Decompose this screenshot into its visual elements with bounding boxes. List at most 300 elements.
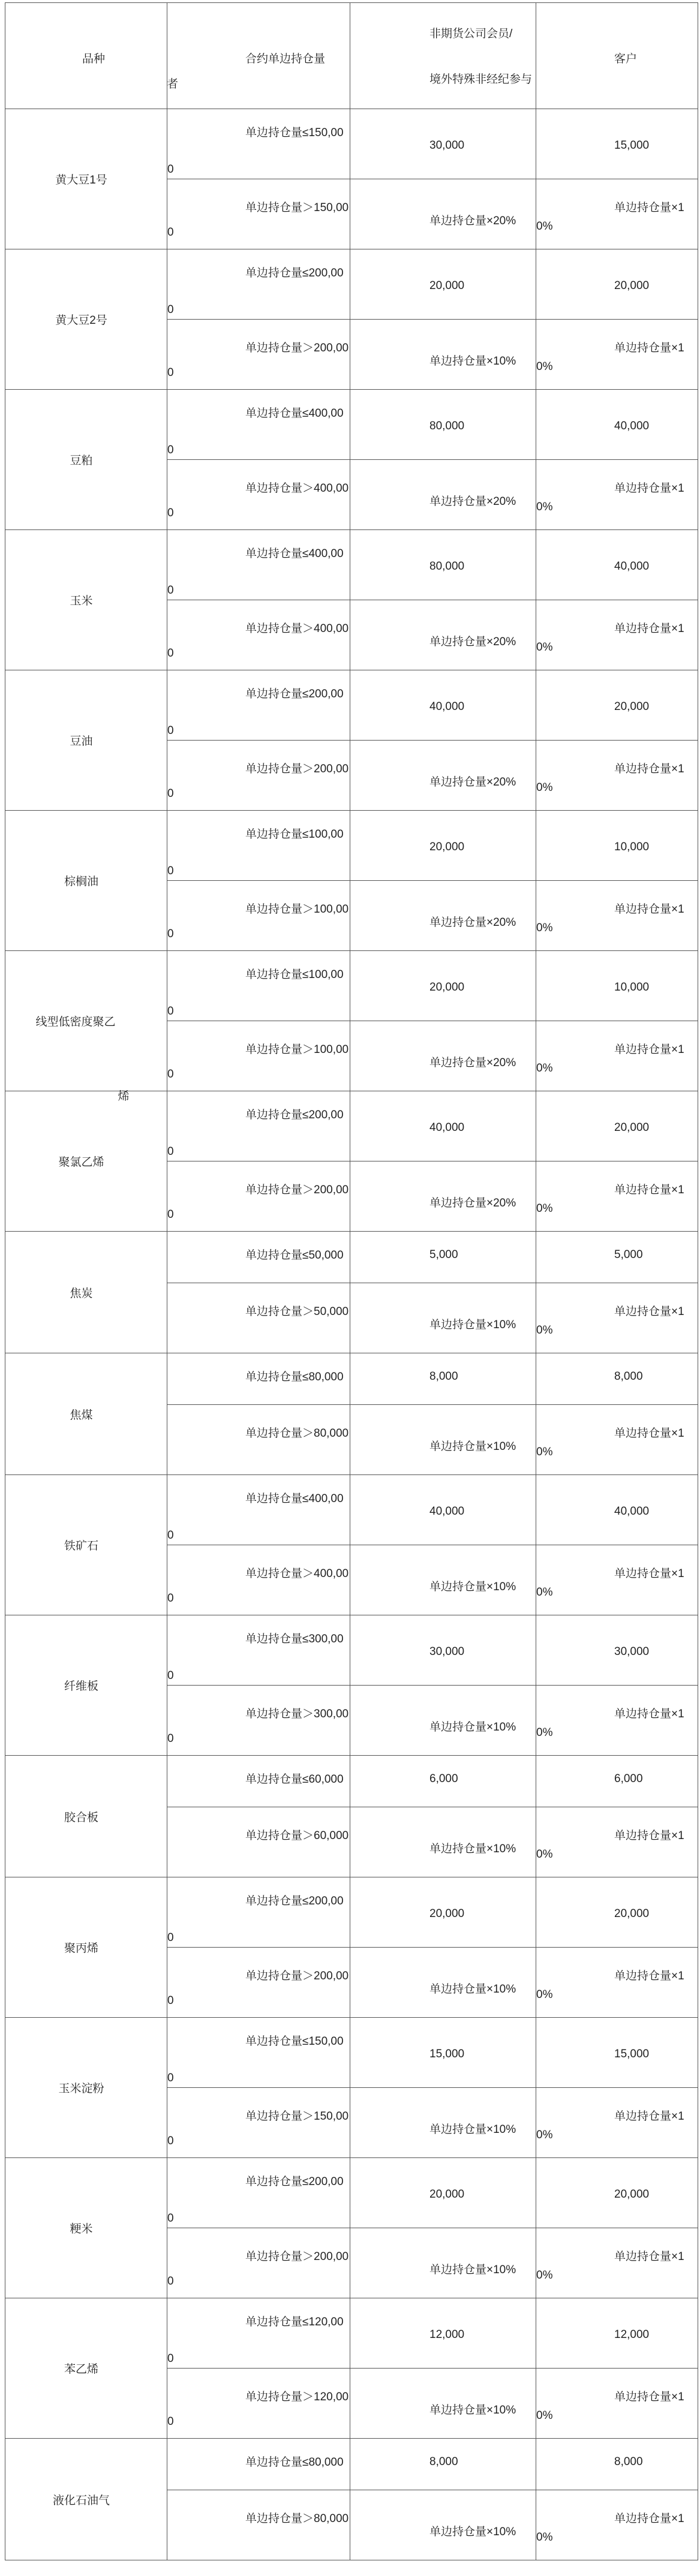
variety-cell — [5, 2158, 167, 2298]
contract-gt-prefix: 单边持仓量＞ — [245, 482, 314, 495]
nonmember-pct-text — [429, 633, 516, 649]
contract-cell-gt — [167, 600, 350, 670]
nonmember-pct-cell — [350, 1405, 536, 1475]
contract-le-threshold-wrap: 0 — [167, 724, 174, 737]
nonmember-pct-text — [429, 492, 516, 508]
nonmember-fixed-value: 40,000 — [429, 1505, 465, 1518]
table-row — [5, 390, 698, 460]
variety-cell — [5, 811, 167, 951]
variety-cell — [5, 249, 167, 390]
contract-gt-threshold-wrap: 0 — [167, 928, 174, 940]
contract-le-text — [245, 1368, 344, 1384]
contract-le-text — [245, 1106, 344, 1122]
variety-cell — [5, 1615, 167, 1756]
contract-gt-threshold: 60,000 — [314, 1829, 349, 1842]
contract-gt-prefix: 单边持仓量＞ — [245, 622, 314, 635]
variety-cell — [5, 1091, 167, 1232]
nonmember-pct-prefix: 单边持仓量× — [429, 1319, 494, 1331]
contract-le-threshold-wrap: 0 — [167, 2212, 174, 2225]
contract-cell-le — [167, 2018, 350, 2088]
client-fixed-value: 15,000 — [614, 139, 650, 152]
client-pct-wrap: 0% — [536, 220, 553, 233]
contract-le-threshold: 60,000 — [308, 1773, 344, 1786]
contract-gt-threshold: 200,00 — [314, 342, 349, 354]
contract-le-text — [245, 124, 344, 140]
client-fixed-value: 20,000 — [614, 2188, 650, 2201]
contract-cell-gt — [167, 1161, 350, 1232]
contract-le-text — [245, 2172, 344, 2189]
client-fixed-value: 8,000 — [614, 2455, 643, 2468]
contract-le-prefix: 单边持仓量≤ — [245, 1249, 309, 1262]
variety-cell — [5, 2298, 167, 2439]
table-row — [5, 1232, 698, 1283]
contract-le-prefix: 单边持仓量≤ — [245, 1109, 309, 1121]
header-row — [5, 3, 698, 109]
contract-le-text — [245, 1770, 344, 1786]
header-variety — [5, 3, 167, 109]
nonmember-pct-text — [429, 2401, 516, 2417]
contract-le-prefix: 单边持仓量≤ — [245, 267, 309, 279]
contract-le-text — [245, 1630, 344, 1646]
client-pct-cell — [536, 741, 698, 811]
nonmember-fixed-value: 80,000 — [429, 560, 465, 573]
contract-le-prefix: 单边持仓量≤ — [245, 547, 309, 560]
contract-cell-le — [167, 951, 350, 1021]
client-fixed-cell — [536, 1353, 698, 1405]
client-fixed-cell — [536, 1756, 698, 1807]
client-pct-cell — [536, 1545, 698, 1615]
nonmember-pct-prefix: 单边持仓量× — [429, 776, 494, 789]
contract-gt-text — [245, 2247, 349, 2264]
contract-gt-threshold-wrap: 0 — [167, 507, 174, 519]
nonmember-fixed-value: 40,000 — [429, 1121, 465, 1134]
contract-le-text — [245, 264, 344, 280]
contract-cell-le — [167, 1232, 350, 1283]
contract-gt-threshold-wrap: 0 — [167, 2135, 174, 2147]
nonmember-pct-value: 20% — [493, 636, 516, 648]
contract-cell-gt — [167, 881, 350, 951]
client-fixed-cell — [536, 1091, 698, 1161]
variety-cell — [5, 951, 167, 1103]
contract-cell-le — [167, 670, 350, 741]
contract-le-text — [245, 2453, 344, 2469]
contract-gt-prefix: 单边持仓量＞ — [245, 903, 314, 916]
client-pct-wrap: 0% — [536, 922, 553, 934]
client-pct-text: 单边持仓量×1 — [614, 482, 684, 495]
contract-cell-gt — [167, 741, 350, 811]
contract-gt-threshold-wrap: 0 — [167, 1732, 174, 1745]
header-contract — [167, 3, 350, 109]
nonmember-pct-value: 20% — [493, 215, 516, 227]
table-row — [5, 2018, 698, 2088]
contract-le-text — [245, 404, 344, 420]
nonmember-pct-value: 20% — [493, 1057, 516, 1069]
nonmember-pct-cell — [350, 2369, 536, 2439]
client-fixed-value: 40,000 — [614, 560, 650, 573]
nonmember-fixed-value: 80,000 — [429, 420, 465, 432]
client-fixed-cell — [536, 109, 698, 179]
client-pct-cell — [536, 1161, 698, 1232]
client-fixed-cell — [536, 2439, 698, 2490]
client-pct-cell — [536, 460, 698, 530]
nonmember-pct-cell — [350, 741, 536, 811]
nonmember-pct-prefix: 单边持仓量× — [429, 1197, 494, 1209]
contract-le-text — [245, 685, 344, 701]
contract-gt-prefix: 单边持仓量＞ — [245, 1708, 314, 1720]
contract-gt-threshold: 120,00 — [314, 2391, 349, 2403]
contract-gt-threshold: 200,00 — [314, 2250, 349, 2263]
contract-gt-prefix: 单边持仓量＞ — [245, 2391, 314, 2403]
header-variety-label: 品种 — [82, 53, 106, 65]
contract-le-threshold-wrap: 0 — [167, 444, 174, 456]
client-pct-wrap: 0% — [536, 1848, 553, 1861]
nonmember-fixed-value: 20,000 — [429, 981, 465, 994]
variety-cell — [5, 390, 167, 530]
client-fixed-cell — [536, 1615, 698, 1686]
client-fixed-value: 5,000 — [614, 1248, 643, 1261]
contract-gt-threshold: 400,00 — [314, 622, 349, 635]
variety-cell — [5, 1353, 167, 1475]
contract-gt-text — [245, 1302, 349, 1319]
contract-gt-text — [245, 1040, 349, 1057]
contract-le-threshold: 150,00 — [308, 2035, 344, 2048]
table-row — [5, 1475, 698, 1545]
contract-le-text — [245, 1246, 344, 1262]
contract-le-threshold: 200,00 — [308, 2175, 344, 2188]
contract-le-prefix: 单边持仓量≤ — [245, 127, 309, 139]
contract-gt-threshold-wrap: 0 — [167, 1068, 174, 1081]
client-pct-wrap: 0% — [536, 1324, 553, 1337]
contract-gt-text — [245, 2107, 349, 2123]
contract-le-prefix: 单边持仓量≤ — [245, 828, 309, 841]
client-fixed-cell — [536, 2298, 698, 2369]
table-row — [5, 1615, 698, 1686]
variety-label: 黄大豆2号 — [55, 314, 107, 327]
nonmember-pct-prefix: 单边持仓量× — [429, 2526, 494, 2538]
nonmember-fixed-cell — [350, 1232, 536, 1283]
nonmember-fixed-value: 8,000 — [429, 1370, 458, 1383]
nonmember-pct-prefix: 单边持仓量× — [429, 1983, 494, 1996]
table-row — [5, 2439, 698, 2490]
contract-le-text — [245, 1489, 344, 1506]
nonmember-fixed-cell — [350, 2018, 536, 2088]
contract-cell-gt — [167, 2228, 350, 2298]
contract-cell-gt — [167, 1807, 350, 1877]
nonmember-pct-value: 10% — [493, 1319, 516, 1331]
table-row — [5, 1877, 698, 1948]
client-pct-wrap: 0% — [536, 2531, 553, 2544]
variety-label: 棕榈油 — [64, 875, 98, 888]
table-row — [5, 951, 698, 1021]
variety-label: 聚丙烯 — [64, 1942, 98, 1955]
nonmember-pct-text — [429, 2523, 516, 2539]
nonmember-pct-prefix: 单边持仓量× — [429, 2404, 494, 2416]
nonmember-pct-value: 10% — [493, 2123, 516, 2136]
contract-gt-text — [245, 2509, 349, 2526]
client-fixed-value: 20,000 — [614, 700, 650, 713]
variety-cell — [5, 1756, 167, 1877]
variety-cell — [5, 2439, 167, 2560]
contract-le-text — [245, 825, 344, 841]
contract-gt-text — [245, 1424, 349, 1440]
header-nonmember-wrap: 者 — [167, 78, 179, 91]
contract-gt-threshold-wrap: 0 — [167, 1592, 174, 1605]
client-pct-cell — [536, 179, 698, 249]
contract-cell-le — [167, 530, 350, 600]
nonmember-pct-text — [429, 1437, 516, 1453]
contract-cell-le — [167, 390, 350, 460]
contract-le-threshold-wrap: 0 — [167, 1145, 174, 1158]
client-pct-wrap: 0% — [536, 1988, 553, 2001]
contract-gt-text — [245, 1826, 349, 1843]
contract-cell-le — [167, 1877, 350, 1948]
client-fixed-value: 10,000 — [614, 841, 650, 853]
nonmember-pct-value: 10% — [493, 2526, 516, 2538]
nonmember-pct-cell — [350, 881, 536, 951]
contract-le-prefix: 单边持仓量≤ — [245, 2175, 309, 2188]
contract-gt-threshold: 150,00 — [314, 2110, 349, 2123]
nonmember-pct-prefix: 单边持仓量× — [429, 1843, 494, 1855]
contract-cell-gt — [167, 1686, 350, 1756]
contract-gt-threshold: 50,000 — [314, 1305, 349, 1318]
variety-cell — [5, 670, 167, 811]
variety-label: 粳米 — [70, 2223, 93, 2235]
contract-le-threshold-wrap: 0 — [167, 2072, 174, 2084]
contract-cell-le — [167, 249, 350, 320]
nonmember-fixed-cell — [350, 811, 536, 881]
nonmember-pct-value: 10% — [493, 1983, 516, 1996]
nonmember-pct-text — [429, 1840, 516, 1856]
contract-gt-prefix: 单边持仓量＞ — [245, 2110, 314, 2123]
variety-cell — [5, 109, 167, 249]
contract-gt-prefix: 单边持仓量＞ — [245, 1305, 314, 1318]
nonmember-pct-value: 10% — [493, 1843, 516, 1855]
client-pct-wrap: 0% — [536, 641, 553, 654]
client-pct-text: 单边持仓量×1 — [614, 903, 684, 916]
contract-le-threshold-wrap: 0 — [167, 865, 174, 877]
nonmember-pct-value: 10% — [493, 2404, 516, 2416]
contract-gt-threshold-wrap: 0 — [167, 787, 174, 800]
client-fixed-cell — [536, 811, 698, 881]
variety-label: 豆油 — [70, 735, 93, 748]
contract-gt-text — [245, 2388, 349, 2404]
variety-label: 玉米 — [70, 595, 93, 607]
nonmember-pct-cell — [350, 1948, 536, 2018]
client-fixed-cell — [536, 2158, 698, 2228]
contract-le-prefix: 单边持仓量≤ — [245, 1492, 309, 1505]
nonmember-pct-prefix: 单边持仓量× — [429, 2123, 494, 2136]
contract-cell-le — [167, 2439, 350, 2490]
contract-gt-prefix: 单边持仓量＞ — [245, 1970, 314, 1982]
client-pct-text: 单边持仓量×1 — [614, 2250, 684, 2263]
contract-gt-prefix: 单边持仓量＞ — [245, 1427, 314, 1440]
nonmember-pct-text — [429, 1578, 516, 1594]
contract-gt-prefix: 单边持仓量＞ — [245, 1829, 314, 1842]
contract-le-prefix: 单边持仓量≤ — [245, 1895, 309, 1907]
client-pct-wrap: 0% — [536, 2269, 553, 2282]
client-pct-text: 单边持仓量×1 — [614, 2110, 684, 2123]
contract-gt-threshold-wrap: 0 — [167, 366, 174, 379]
client-pct-wrap: 0% — [536, 1062, 553, 1075]
variety-label: 黄大豆1号 — [55, 174, 107, 186]
contract-le-prefix: 单边持仓量≤ — [245, 1773, 309, 1786]
variety-label: 豆粕 — [70, 455, 93, 467]
contract-le-threshold-wrap: 0 — [167, 1005, 174, 1018]
nonmember-fixed-cell — [350, 390, 536, 460]
nonmember-fixed-value: 15,000 — [429, 2048, 465, 2060]
contract-gt-text — [245, 900, 349, 916]
contract-gt-threshold-wrap: 0 — [167, 226, 174, 239]
contract-gt-threshold: 100,00 — [314, 903, 349, 916]
client-pct-cell — [536, 1686, 698, 1756]
nonmember-pct-cell — [350, 1807, 536, 1877]
contract-cell-le — [167, 109, 350, 179]
contract-gt-prefix: 单边持仓量＞ — [245, 2512, 314, 2525]
contract-gt-prefix: 单边持仓量＞ — [245, 1043, 314, 1056]
contract-cell-le — [167, 1615, 350, 1686]
nonmember-fixed-value: 30,000 — [429, 139, 465, 152]
contract-le-threshold-wrap: 0 — [167, 1931, 174, 1944]
contract-gt-prefix: 单边持仓量＞ — [245, 342, 314, 354]
client-fixed-value: 40,000 — [614, 420, 650, 432]
header-nonmember-line1: 非期货公司会员/ — [429, 28, 513, 40]
contract-le-threshold-wrap: 0 — [167, 163, 174, 176]
contract-le-threshold: 80,000 — [308, 1371, 344, 1383]
client-fixed-cell — [536, 390, 698, 460]
nonmember-pct-prefix: 单边持仓量× — [429, 636, 494, 648]
nonmember-pct-value: 10% — [493, 1581, 516, 1593]
contract-le-threshold: 400,00 — [308, 407, 344, 420]
nonmember-fixed-cell — [350, 1615, 536, 1686]
contract-le-text — [245, 2032, 344, 2048]
contract-le-text — [245, 2313, 344, 2329]
contract-le-threshold: 300,00 — [308, 1633, 344, 1645]
contract-gt-threshold: 150,00 — [314, 201, 349, 214]
nonmember-fixed-value: 40,000 — [429, 700, 465, 713]
contract-gt-text — [245, 1705, 349, 1721]
client-pct-cell — [536, 2228, 698, 2298]
nonmember-pct-prefix: 单边持仓量× — [429, 916, 494, 929]
variety-label: 胶合板 — [64, 1811, 98, 1824]
client-fixed-value: 12,000 — [614, 2328, 650, 2341]
nonmember-pct-cell — [350, 2490, 536, 2560]
contract-cell-gt — [167, 2369, 350, 2439]
contract-cell-le — [167, 1091, 350, 1161]
nonmember-pct-cell — [350, 2228, 536, 2298]
nonmember-pct-value: 10% — [493, 1721, 516, 1734]
table-row — [5, 530, 698, 600]
client-pct-text: 单边持仓量×1 — [614, 622, 684, 635]
contract-le-threshold: 50,000 — [308, 1249, 344, 1262]
variety-label: 苯乙烯 — [64, 2363, 98, 2376]
nonmember-pct-value: 10% — [493, 355, 516, 368]
nonmember-fixed-cell — [350, 249, 536, 320]
contract-gt-prefix: 单边持仓量＞ — [245, 763, 314, 775]
client-pct-wrap: 0% — [536, 501, 553, 513]
client-fixed-cell — [536, 2018, 698, 2088]
contract-le-threshold: 100,00 — [308, 828, 344, 841]
nonmember-pct-prefix: 单边持仓量× — [429, 1057, 494, 1069]
nonmember-fixed-cell — [350, 530, 536, 600]
contract-cell-gt — [167, 1545, 350, 1615]
contract-le-prefix: 单边持仓量≤ — [245, 2456, 309, 2469]
client-fixed-value: 20,000 — [614, 1121, 650, 1134]
contract-gt-prefix: 单边持仓量＞ — [245, 201, 314, 214]
client-pct-text: 单边持仓量×1 — [614, 1184, 684, 1196]
nonmember-fixed-cell — [350, 2439, 536, 2490]
nonmember-fixed-value: 20,000 — [429, 1907, 465, 1920]
client-fixed-cell — [536, 670, 698, 741]
nonmember-pct-cell — [350, 179, 536, 249]
contract-cell-gt — [167, 2088, 350, 2158]
client-pct-cell — [536, 1405, 698, 1475]
contract-gt-threshold: 200,00 — [314, 763, 349, 775]
contract-cell-le — [167, 2298, 350, 2369]
contract-le-threshold-wrap: 0 — [167, 584, 174, 597]
contract-gt-threshold-wrap: 0 — [167, 2275, 174, 2288]
contract-gt-text — [245, 1967, 349, 1983]
client-pct-cell — [536, 1948, 698, 2018]
nonmember-pct-prefix: 单边持仓量× — [429, 1440, 494, 1453]
client-pct-wrap: 0% — [536, 1202, 553, 1215]
variety-cell — [5, 1232, 167, 1353]
nonmember-pct-text — [429, 2120, 516, 2136]
table-row — [5, 2158, 698, 2228]
variety-cell — [5, 1877, 167, 2018]
contract-le-threshold: 150,00 — [308, 127, 344, 139]
variety-label: 聚氯乙烯 — [58, 1156, 104, 1169]
client-pct-cell — [536, 1021, 698, 1091]
contract-gt-prefix: 单边持仓量＞ — [245, 1184, 314, 1196]
contract-le-text — [245, 544, 344, 561]
nonmember-pct-value: 10% — [493, 1440, 516, 1453]
table-row — [5, 1756, 698, 1807]
nonmember-pct-value: 10% — [493, 2264, 516, 2276]
contract-le-text — [245, 965, 344, 982]
contract-le-threshold-wrap: 0 — [167, 2352, 174, 2365]
nonmember-pct-text — [429, 1054, 516, 1070]
client-pct-cell — [536, 320, 698, 390]
contract-gt-threshold-wrap: 0 — [167, 1208, 174, 1221]
client-pct-wrap: 0% — [536, 2409, 553, 2422]
table-row — [5, 249, 698, 320]
header-client — [536, 3, 698, 109]
contract-gt-text — [245, 619, 349, 636]
nonmember-pct-cell — [350, 1545, 536, 1615]
contract-le-threshold-wrap: 0 — [167, 303, 174, 316]
nonmember-fixed-cell — [350, 1091, 536, 1161]
contract-cell-le — [167, 1756, 350, 1807]
table-row — [5, 811, 698, 881]
client-fixed-value: 40,000 — [614, 1505, 650, 1518]
client-pct-text: 单边持仓量×1 — [614, 1305, 684, 1318]
contract-le-threshold: 100,00 — [308, 968, 344, 981]
nonmember-pct-value: 20% — [493, 1197, 516, 1209]
contract-le-prefix: 单边持仓量≤ — [245, 1371, 309, 1383]
table-row — [5, 1091, 698, 1161]
contract-gt-text — [245, 1181, 349, 1197]
nonmember-pct-text — [429, 773, 516, 789]
contract-cell-gt — [167, 1283, 350, 1353]
client-fixed-value: 20,000 — [614, 1907, 650, 1920]
variety-cell — [5, 2018, 167, 2158]
nonmember-pct-text — [429, 1980, 516, 1996]
client-pct-cell — [536, 1283, 698, 1353]
contract-cell-gt — [167, 1405, 350, 1475]
contract-le-text — [245, 1892, 344, 1908]
client-pct-text: 单边持仓量×1 — [614, 1043, 684, 1056]
nonmember-pct-text — [429, 212, 516, 228]
